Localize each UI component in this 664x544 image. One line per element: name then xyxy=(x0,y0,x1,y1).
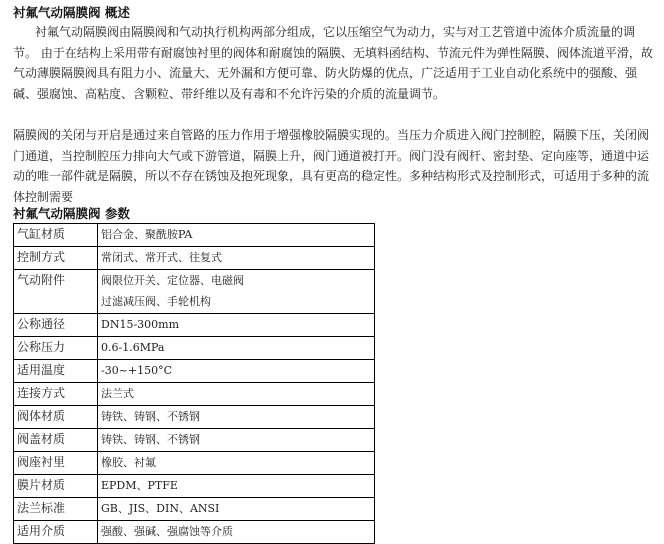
table-row xyxy=(14,224,375,247)
param-value: DN15-300mm xyxy=(98,314,375,337)
param-value: 铸铁、铸钢、不锈钢 xyxy=(98,429,375,452)
param-value-line: 过滤减压阀、手轮机构 xyxy=(101,295,211,308)
params-heading: 衬氟气动隔膜阀 参数 xyxy=(13,206,130,221)
table-row xyxy=(14,429,375,452)
param-value-line: 阀限位开关、定位器、电磁阀 xyxy=(101,274,244,287)
param-value: 常闭式、常开式、往复式 xyxy=(98,247,375,270)
table-row xyxy=(14,270,375,314)
table-row xyxy=(14,475,375,498)
param-name: 阀座衬里 xyxy=(14,452,98,475)
table-row xyxy=(14,452,375,475)
table-row xyxy=(14,521,375,544)
param-name: 适用介质 xyxy=(14,521,98,544)
working-principle-paragraph: 隔膜阀的关闭与开启是通过来自管路的压力作用于增强橡胶隔膜实现的。当压力介质进入阀门控制腔，隔膜下压，关闭阀门通道，当控制腔压力排向大气或下游管道，隔膜上升，阀门通道被打开。阀门没有阀杆、密封垫、定向座等，通道中运动的唯一部件就是隔膜，所以不存在锈蚀及抱死现象，具有更高的稳定性。多种结构形式及控制形式，可适用于多种的流体控制需要 xyxy=(13,128,650,204)
param-value: 0.6-1.6MPa xyxy=(98,337,375,360)
param-value: 强酸、强碱、强腐蚀等介质 xyxy=(98,521,375,544)
param-value: 橡胶、衬氟 xyxy=(98,452,375,475)
param-name: 公称通径 xyxy=(14,314,98,337)
param-value: 铸铁、铸钢、不锈钢 xyxy=(98,406,375,429)
table-row xyxy=(14,498,375,521)
table-row xyxy=(14,383,375,406)
param-value: GB、JIS、DIN、ANSI xyxy=(98,498,375,521)
param-name: 阀盖材质 xyxy=(14,429,98,452)
param-name: 气缸材质 xyxy=(14,224,98,247)
param-name: 膜片材质 xyxy=(14,475,98,498)
table-row xyxy=(14,337,375,360)
overview-heading: 衬氟气动隔膜阀 概述 xyxy=(13,5,130,20)
param-name: 气动附件 xyxy=(14,270,98,314)
param-value: 铝合金、聚酰胺PA xyxy=(98,224,375,247)
param-name: 适用温度 xyxy=(14,360,98,383)
param-value: -30~+150°C xyxy=(98,360,375,383)
param-name: 阀体材质 xyxy=(14,406,98,429)
param-name: 公称压力 xyxy=(14,337,98,360)
param-value xyxy=(98,270,375,314)
param-value: EPDM、PTFE xyxy=(98,475,375,498)
table-row xyxy=(14,406,375,429)
intro-paragraph: 衬氟气动隔膜阀由隔膜阀和气动执行机构两部分组成，它以压缩空气为动力，实与对工艺管道中流体介质流量的调节。 由于在结构上采用带有耐腐蚀衬里的阀体和耐腐蚀的隔膜、无填料函结构、节流元件为弹性隔膜、阀体流道平滑，故气动薄膜隔膜阀具有阻力小、流量大、无外漏和方便可靠、防火防爆的优点，广泛适用于工业自动化系统中的强酸、强碱、强腐蚀、高粘度、含颗粒、带纤维以及有毒和不允许污染的介质的流量调节。 xyxy=(13,25,653,101)
table-row xyxy=(14,247,375,270)
table-row xyxy=(14,360,375,383)
param-name: 法兰标准 xyxy=(14,498,98,521)
param-name: 控制方式 xyxy=(14,247,98,270)
params-table xyxy=(13,223,375,544)
param-name: 连接方式 xyxy=(14,383,98,406)
table-row xyxy=(14,314,375,337)
param-value: 法兰式 xyxy=(98,383,375,406)
